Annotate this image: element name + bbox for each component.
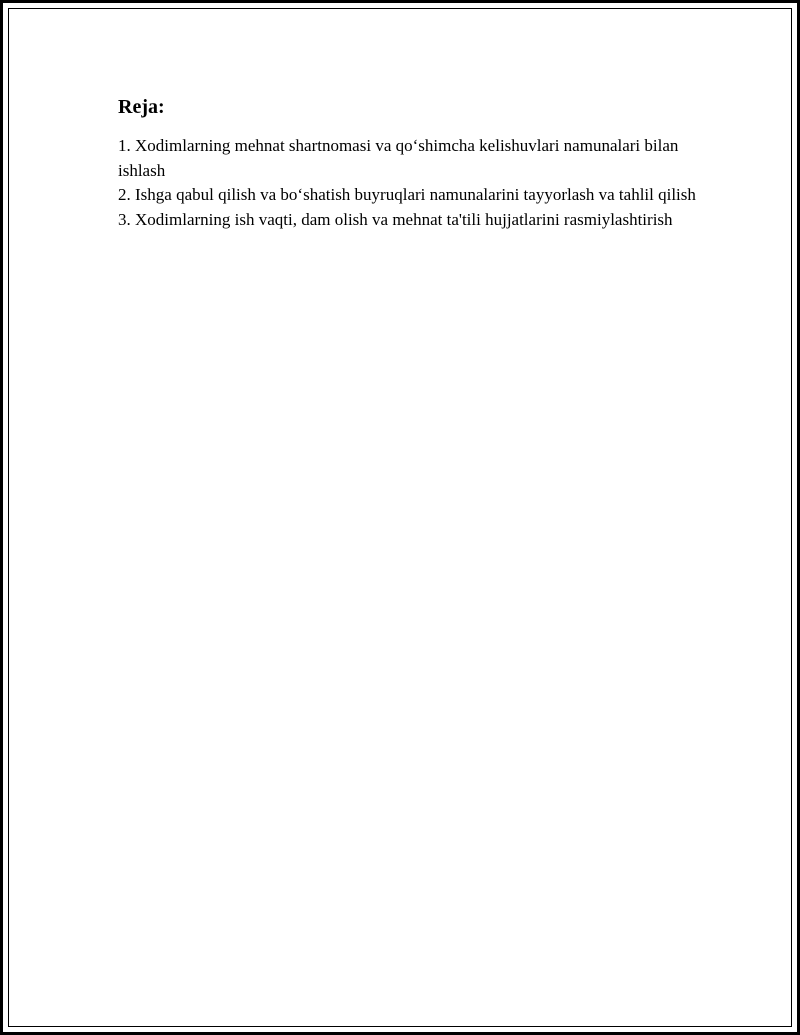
plan-list: [118, 134, 698, 232]
document-body: [118, 94, 698, 232]
plan-item-3: 3. Xodimlarning ish vaqti, dam olish va mehnat ta'tili hujjatlarini rasmiylashtirish: [118, 209, 673, 229]
plan-heading: Reja:: [118, 96, 165, 118]
plan-item-2: 2. Ishga qabul qilish va bo‘shatish buyruqlari namunalarini tayyorlash va tahlil qilish: [118, 185, 696, 204]
plan-item-1: 1. Xodimlarning mehnat shartnomasi va qo‘shimcha kelishuvlari namunalari bilan ishlash: [118, 136, 679, 180]
